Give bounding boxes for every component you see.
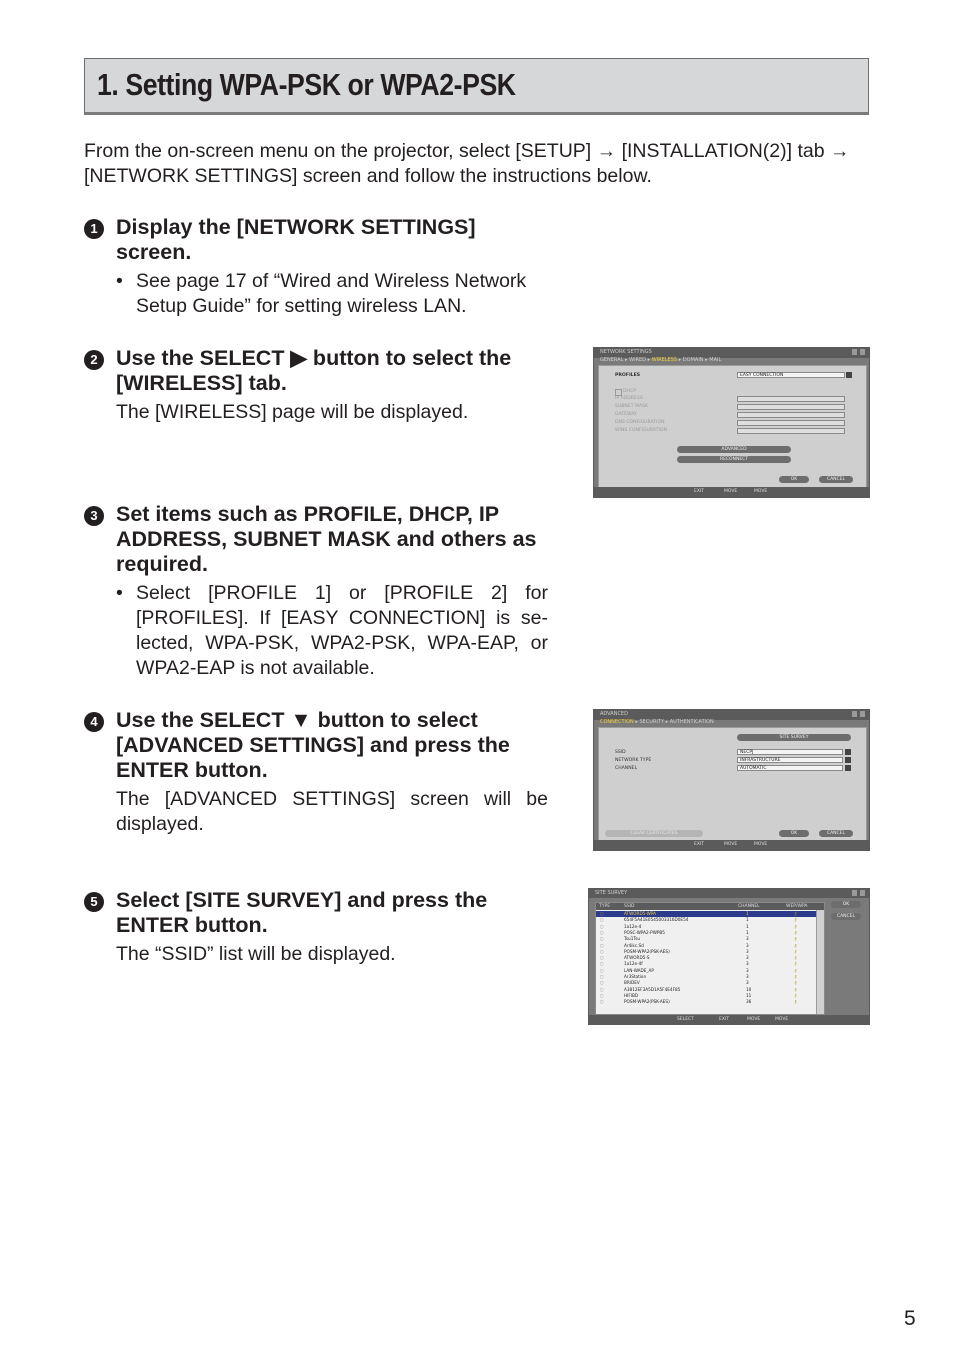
ssid-cell: POSM-WPA2(PSK-AES) — [624, 999, 670, 1005]
screen-footer — [594, 840, 869, 850]
table-row — [596, 924, 816, 930]
ssid-cell: LAN-WADE_AP — [624, 967, 654, 973]
profiles-label: PROFILES — [615, 373, 641, 378]
screen-footer — [594, 487, 869, 497]
step-bullet: • See page 17 of “Wired and Wireless Network Setup Guide” for setting wireless LAN. — [116, 269, 548, 319]
intro-paragraph: From the on-screen menu on the projector, select [SETUP] → [INSTALLATION(2)] tab → [NETWORK SETTINGS] screen and follow the instructions below. — [84, 140, 850, 187]
play-icon — [846, 372, 852, 378]
step-number: 3 — [84, 506, 104, 526]
col-security: WEP/WPA — [786, 904, 808, 909]
minimize-icon — [852, 349, 857, 355]
channel-cell: 3 — [746, 980, 749, 986]
clear-certificates-button: CLEAR CERTIFICATES — [605, 830, 703, 837]
table-row — [596, 993, 816, 999]
table-row — [596, 911, 816, 917]
channel-cell: 3 — [746, 961, 749, 967]
play-icon — [845, 765, 851, 771]
access-point-icon: ◌ — [600, 955, 604, 961]
access-point-icon: ◌ — [600, 948, 604, 954]
key-icon: ⚷ — [794, 999, 798, 1005]
wireless-settings-screenshot — [593, 347, 870, 498]
table-row — [596, 930, 816, 936]
access-point-icon: ◌ — [600, 992, 604, 998]
channel-cell: 1 — [746, 929, 749, 935]
key-icon: ⚷ — [794, 980, 798, 986]
screen-title: NETWORK SETTINGS — [600, 349, 652, 355]
ssid-cell: Ar4ikc.Sd — [624, 942, 644, 948]
step-1 — [84, 215, 554, 319]
tab-wireless: WIRELESS — [651, 357, 678, 363]
channel-cell: 1 — [746, 923, 749, 929]
col-ssid: SSID — [624, 904, 635, 909]
key-icon: ⚷ — [794, 986, 798, 992]
channel-cell: 3 — [746, 967, 749, 973]
field-label: WINS CONFIGURATION — [615, 428, 667, 433]
channel-cell: 11 — [746, 992, 752, 998]
channel-select: AUTOMATIC — [737, 765, 843, 771]
step-title: Use the SELECT ▶ button to select the [WIRELESS] tab. — [116, 346, 512, 395]
key-icon: ⚷ — [794, 974, 798, 979]
ssid-cell: A3812EF3A5D1A5F4E4F85 — [624, 986, 681, 992]
advanced-button: ADVANCED — [677, 446, 791, 453]
step-body: The [ADVANCED SETTINGS] screen will be displayed. — [116, 788, 548, 835]
footer-select: SELECT — [677, 1017, 694, 1022]
section-title-box — [84, 58, 869, 115]
channel-cell: 10 — [746, 986, 752, 992]
channel-cell: 3 — [746, 974, 749, 979]
ssid-label: SSID — [615, 750, 626, 755]
key-icon: ⚷ — [794, 955, 798, 961]
step-number: 1 — [84, 219, 104, 239]
footer-exit: EXIT — [694, 842, 705, 847]
step-title: Display the [NETWORK SETTINGS] screen. — [116, 215, 476, 264]
section-title: 1. Setting WPA-PSK or WPA2-PSK — [97, 67, 516, 102]
ok-button: OK — [779, 476, 809, 483]
tab-wired: WIRED — [629, 357, 647, 363]
footer-move: MOVE — [724, 489, 738, 494]
key-icon: ⚷ — [794, 917, 798, 923]
key-icon: ⚷ — [794, 929, 798, 935]
footer-move: MOVE — [724, 842, 738, 847]
table-row — [596, 968, 816, 974]
network-type-label: NETWORK TYPE — [615, 758, 652, 763]
access-point-icon: ◌ — [600, 986, 604, 992]
access-point-icon: ◌ — [600, 961, 604, 967]
field-label: SUBNET MASK — [615, 404, 649, 409]
mask-field — [737, 404, 845, 410]
tab-strip: GENERAL ▸ WIRED ▸ WIRELESS ▸ DOMAIN ▸ MAIL — [600, 357, 722, 363]
key-icon: ⚷ — [794, 992, 798, 998]
channel-cell: 3 — [746, 942, 749, 948]
site-survey-screenshot — [588, 888, 870, 1025]
channel-cell: 1 — [746, 911, 749, 916]
footer-exit: EXIT — [719, 1017, 730, 1022]
step-number: 5 — [84, 892, 104, 912]
table-row — [596, 987, 816, 993]
access-point-icon: ◌ — [600, 911, 604, 916]
enter-icon — [845, 749, 851, 755]
ssid-cell: 1a12e-4f — [624, 961, 643, 967]
step-number: 4 — [84, 712, 104, 732]
channel-cell: 36 — [746, 999, 752, 1005]
tab-general: GENERAL — [600, 357, 624, 363]
tab-authentication: AUTHENTICATION — [669, 719, 714, 725]
cancel-button: CANCEL — [819, 830, 853, 837]
tab-strip: CONNECTION ▸ SECURITY ▸ AUTHENTICATION — [600, 719, 714, 725]
ip-field — [737, 396, 845, 402]
footer-move: MOVE — [747, 1017, 761, 1022]
field-label: DNS CONFIGURATION — [615, 420, 665, 425]
key-icon: ⚷ — [794, 948, 798, 954]
channel-label: CHANNEL — [615, 766, 638, 771]
table-row — [596, 949, 816, 955]
access-point-icon: ◌ — [600, 936, 604, 942]
access-point-icon: ◌ — [600, 923, 604, 929]
ssid-cell: 1a12e-4 — [624, 923, 642, 929]
scrollbar — [816, 910, 824, 1014]
profiles-select: EASY CONNECTION — [737, 372, 845, 378]
access-point-icon: ◌ — [600, 974, 604, 979]
table-row — [596, 961, 816, 967]
ssid-cell: Tsu1Tsu — [624, 936, 641, 942]
step-bullet: • Select [PROFILE 1] or [PROFILE 2] for [PROFILES]. If [EASY CONNECTION] is se-lected, WPA-PSK, WPA2-PSK, WPA-EAP, or WPA2-EAP is not available. — [116, 582, 548, 679]
channel-cell: 3 — [746, 955, 749, 961]
step-bullet-text: Select [PROFILE 1] or [PROFILE 2] for [PROFILES]. If [EASY CONNECTION] is se-lected, WPA-PSK, WPA2-PSK, WPA-EAP, or WPA2-EAP is not available. — [136, 582, 548, 679]
access-point-icon: ◌ — [600, 967, 604, 973]
key-icon: ⚷ — [794, 911, 798, 916]
ssid-cell: ATWORD5-S — [624, 955, 650, 961]
step-2 — [84, 346, 554, 425]
step-body: The “SSID” list will be displayed. — [116, 943, 396, 965]
table-row — [596, 980, 816, 986]
screen-title: SITE SURVEY — [595, 890, 628, 896]
tab-security: SECURITY — [639, 719, 665, 725]
field-label: DHCP — [623, 389, 636, 394]
step-number: 2 — [84, 350, 104, 370]
tab-mail: MAIL — [709, 357, 722, 363]
step-title: Set items such as PROFILE, DHCP, IP ADDRESS, SUBNET MASK and others as required. — [116, 502, 537, 576]
screen-panel — [598, 727, 867, 842]
screen-title-bar — [589, 889, 869, 898]
ssid-cell: POSM-WPA2(PSK-AES) — [624, 948, 670, 954]
footer-exit: EXIT — [694, 489, 705, 494]
close-icon — [860, 711, 865, 717]
key-icon: ⚷ — [794, 942, 798, 948]
step-bullet-text: See page 17 of “Wired and Wireless Network Setup Guide” for setting wireless LAN. — [136, 270, 527, 317]
advanced-settings-screenshot — [593, 709, 870, 851]
tab-connection: CONNECTION — [600, 719, 634, 725]
table-row — [596, 943, 816, 949]
access-point-icon: ◌ — [600, 917, 604, 923]
step-4 — [84, 708, 554, 837]
page-number: 5 — [904, 1307, 916, 1330]
dns-field — [737, 420, 845, 426]
table-row — [596, 936, 816, 942]
access-point-icon: ◌ — [600, 929, 604, 935]
ssid-cell: POSC-WPA2-PWPB5 — [624, 929, 665, 935]
field-label: IP ADDRESS — [615, 396, 643, 401]
step-body: The [WIRELESS] page will be displayed. — [116, 401, 469, 423]
footer-move: MOVE — [754, 489, 768, 494]
gateway-field — [737, 412, 845, 418]
ssid-cell: 654F5A41E0545003316D0E54 — [624, 917, 689, 923]
key-icon: ⚷ — [794, 923, 798, 929]
minimize-icon — [852, 711, 857, 717]
access-point-icon: ◌ — [600, 999, 604, 1005]
network-type-select: INFRASTRUCTURE — [737, 757, 843, 763]
table-row — [596, 974, 816, 980]
ok-button: OK — [831, 901, 861, 908]
ssid-cell: BRIDEV — [624, 980, 640, 986]
footer-move: MOVE — [775, 1017, 789, 1022]
table-row — [596, 917, 816, 923]
col-channel: CHANNEL — [738, 904, 760, 909]
ssid-table — [595, 902, 825, 1015]
cancel-button: CANCEL — [831, 913, 861, 920]
close-icon — [860, 890, 865, 896]
close-icon — [860, 349, 865, 355]
ssid-cell: HIFIBD — [624, 992, 639, 998]
col-type: TYPE — [599, 904, 611, 909]
screen-footer — [589, 1015, 869, 1024]
tab-domain: DOMAIN — [682, 357, 704, 363]
cancel-button: CANCEL — [819, 476, 853, 483]
field-label: GATEWAY — [615, 412, 637, 417]
screen-panel — [598, 365, 867, 488]
play-icon — [845, 757, 851, 763]
key-icon: ⚷ — [794, 967, 798, 973]
table-row — [596, 955, 816, 961]
step-5 — [84, 888, 554, 967]
screen-title: ADVANCED — [600, 711, 628, 717]
reconnect-button: RECONNECT — [677, 456, 791, 463]
site-survey-button: SITE SURVEY — [737, 734, 851, 741]
footer-move: MOVE — [754, 842, 768, 847]
ssid-cell: Ar3Station — [624, 974, 647, 979]
ssid-cell: ATWORD5-WPA — [624, 911, 656, 916]
key-icon: ⚷ — [794, 961, 798, 967]
checkbox-icon — [615, 389, 622, 396]
step-3 — [84, 502, 554, 681]
access-point-icon: ◌ — [600, 942, 604, 948]
table-header — [596, 903, 824, 910]
ssid-field: NECPJ — [737, 749, 843, 755]
channel-cell: 3 — [746, 936, 749, 942]
access-point-icon: ◌ — [600, 980, 604, 986]
step-title: Select [SITE SURVEY] and press the ENTER button. — [116, 888, 488, 937]
minimize-icon — [852, 890, 857, 896]
key-icon: ⚷ — [794, 936, 798, 942]
ok-button: OK — [779, 830, 809, 837]
channel-cell: 3 — [746, 948, 749, 954]
channel-cell: 1 — [746, 917, 749, 923]
step-title: Use the SELECT ▼ button to select [ADVANCED SETTINGS] and press the ENTER button. — [116, 708, 510, 782]
wins-field — [737, 428, 845, 434]
table-row — [596, 999, 816, 1005]
